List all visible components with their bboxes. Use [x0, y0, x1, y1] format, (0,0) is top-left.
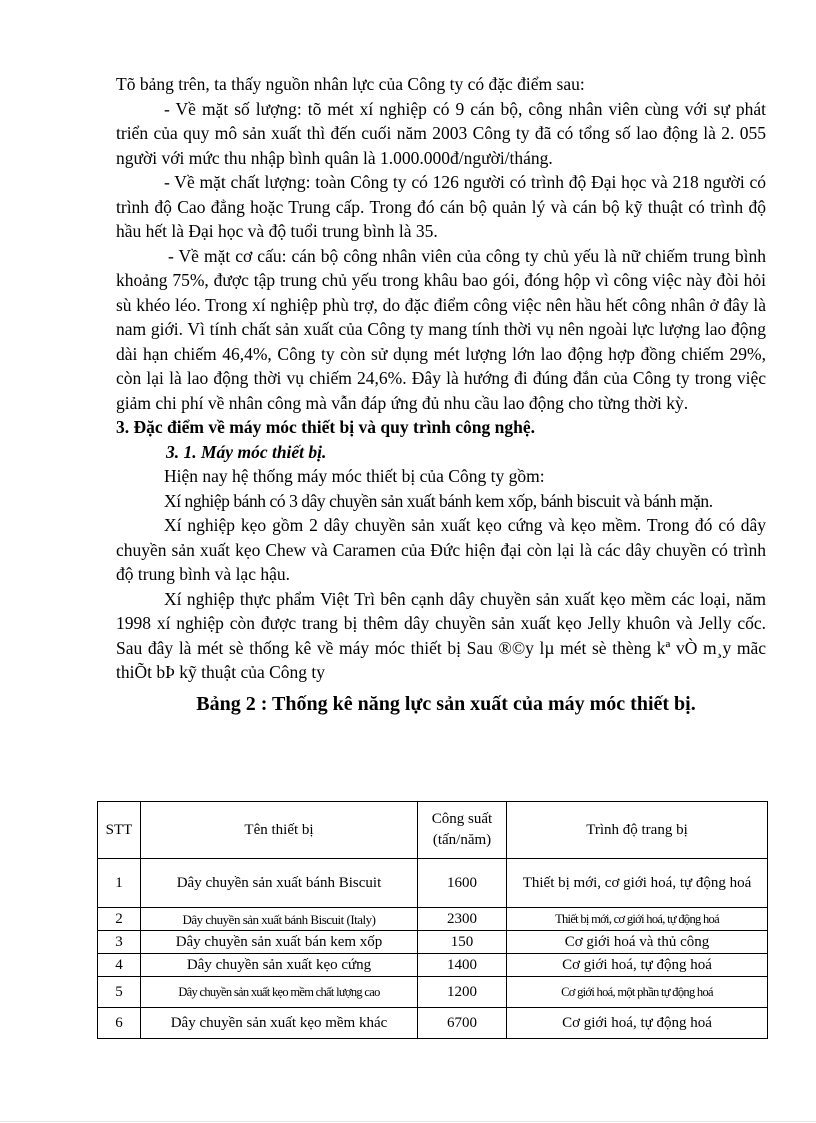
header-capacity: Công suất (tấn/năm)	[418, 802, 507, 859]
table-row	[98, 977, 768, 1008]
table-row	[98, 931, 768, 954]
cell-capacity: 1600	[418, 859, 507, 908]
paragraph-viettri: Xí nghiệp thực phẩm Việt Trì bên cạnh dây chuyền sản xuất kẹo mềm các loại, năm 1998 xí nghiệp còn được trang bị thêm dây chuyền sản xuất kẹo Jelly khuôn và Jelly cốc. Sau đây là mét sè thống kê về máy móc thiết bị Sau ®©y lµ mét sè thèng kª vÒ m¸y mãc thiÕt bÞ kỹ thuật của Công ty	[116, 588, 766, 682]
subsection-heading-3-1: 3. 1. Máy móc thiết bị.	[166, 441, 327, 462]
cell-name: Dây chuyền sản xuất kẹo cứng	[141, 954, 418, 977]
cell-level: Cơ giới hoá, một phần tự động hoá	[507, 977, 768, 1008]
cell-level: Cơ giới hoá, tự động hoá	[507, 1008, 768, 1039]
cell-name: Dây chuyền sản xuất bán kem xốp	[141, 931, 418, 954]
cell-name: Dây chuyền sản xuất bánh Biscuit	[141, 859, 418, 908]
paragraph-equipment-intro: Hiện nay hệ thống máy móc thiết bị của Công ty gồm:	[164, 466, 545, 486]
paragraph-candy: Xí nghiệp kẹo gồm 2 dây chuyền sản xuất kẹo cứng và kẹo mềm. Trong đó có dây chuyền sản xuất kẹo Chew và Caramen của Đức hiện đại còn lại là các dây chuyền có trình độ trung bình và lạc hậu.	[116, 515, 766, 584]
table-row	[98, 954, 768, 977]
cell-capacity: 150	[418, 931, 507, 954]
cell-name: Dây chuyền sản xuất bánh Biscuit (Italy)	[141, 908, 418, 931]
table-caption: Bảng 2 : Thống kê năng lực sản xuất của máy móc thiết bị.	[196, 692, 696, 715]
equipment-table	[97, 801, 768, 1039]
cell-stt: 6	[98, 1008, 141, 1039]
section-heading-3: 3. Đặc điểm về máy móc thiết bị và quy trình công nghệ.	[116, 417, 536, 437]
cell-stt: 1	[98, 859, 141, 908]
table-row	[98, 1008, 768, 1039]
cell-name: Dây chuyền sản xuất kẹo mềm khác	[141, 1008, 418, 1039]
cell-capacity: 2300	[418, 908, 507, 931]
paragraph-quantity: - Về mặt số lượng: tõ mét xí nghiệp có 9 cán bộ, công nhân viên cùng với sự phát triển của quy mô sản xuất thì đến cuối năm 2003 Công ty đã có tổng số lao động là 2. 055 người với mức thu nhập bình quân là 1.000.000đ/người/tháng.	[116, 98, 766, 168]
header-level: Trình độ trang bị	[507, 802, 768, 859]
header-stt: STT	[98, 802, 141, 859]
table-row	[98, 859, 768, 908]
cell-stt: 3	[98, 931, 141, 954]
cell-capacity: 1200	[418, 977, 507, 1008]
cell-level: Cơ giới hoá, tự động hoá	[507, 954, 768, 977]
document-body	[116, 72, 766, 717]
cell-capacity: 1400	[418, 954, 507, 977]
paragraph-bakery: Xí nghiệp bánh có 3 dây chuyền sản xuất bánh kem xốp, bánh biscuit và bánh mặn.	[164, 490, 713, 511]
table-header-row	[98, 802, 768, 859]
cell-capacity: 6700	[418, 1008, 507, 1039]
cell-stt: 2	[98, 908, 141, 931]
cell-level: Thiết bị mới, cơ giới hoá, tự động hoá	[507, 908, 768, 931]
cell-level: Cơ giới hoá và thủ công	[507, 931, 768, 954]
cell-stt: 4	[98, 954, 141, 977]
cell-level: Thiết bị mới, cơ giới hoá, tự động hoá	[507, 859, 768, 908]
header-name: Tên thiết bị	[141, 802, 418, 859]
table-row	[98, 908, 768, 931]
page-edge-divider	[0, 1121, 816, 1122]
paragraph-structure: - Về mặt cơ cấu: cán bộ công nhân viên của công ty chủ yếu là nữ chiếm trung bình khoảng 75%, được tập trung chủ yếu trong khâu bao gói, đóng hộp vì công việc này đòi hỏi sù khéo léo. Trong xí nghiệp phù trợ, do đặc điểm công việc nên hầu hết công nhân ở đây là nam giới. Vì tính chất sản xuất của Công ty mang tính thời vụ nên ngoài lực lượng lao động dài hạn chiếm 46,4%, Công ty còn sử dụng mét lượng lớn lao động hợp đồng chiếm 29%, còn lại là lao động thời vụ chiếm 24,6%. Đây là hướng đi đúng đắn của Công ty trong việc giảm chi phí về nhân công mà vẫn đáp ứng đủ nhu cầu lao động cho từng thời kỳ.	[116, 245, 766, 413]
cell-stt: 5	[98, 977, 141, 1008]
paragraph-intro: Tõ bảng trên, ta thấy nguồn nhân lực của Công ty có đặc điểm sau:	[116, 74, 585, 94]
paragraph-quality: - Về mặt chất lượng: toàn Công ty có 126 người có trình độ Đại học và 218 người có trình độ Cao đẳng hoặc Trung cấp. Trong đó cán bộ quản lý và cán bộ kỹ thuật có trình độ hầu hết là Đại học và độ tuổi trung bình là 35.	[116, 172, 766, 241]
cell-name: Dây chuyền sản xuất kẹo mềm chất lượng cao	[141, 977, 418, 1008]
